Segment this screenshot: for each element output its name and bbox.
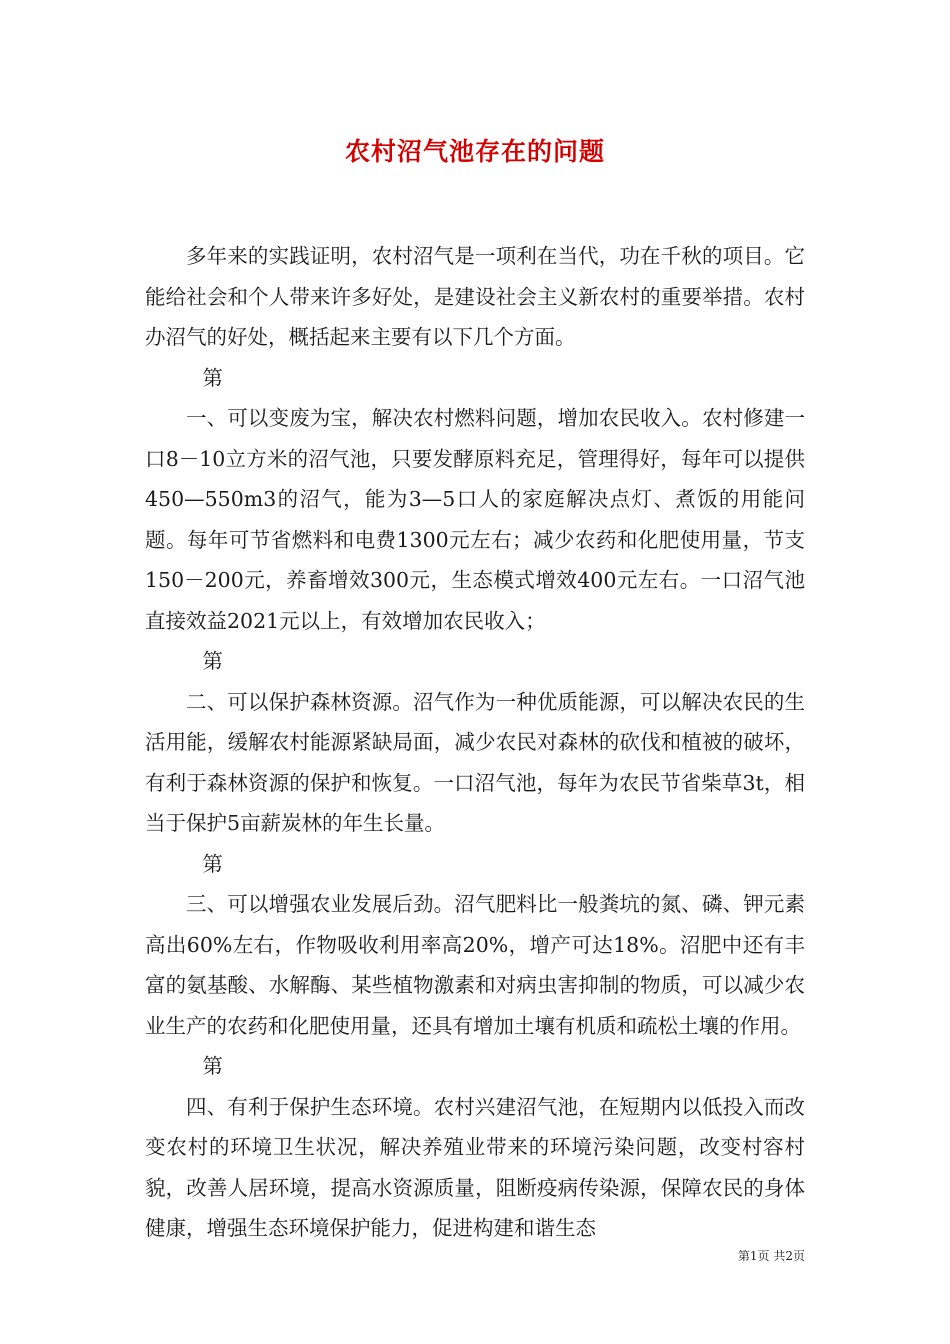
paragraph-section-2: 二、可以保护森林资源。沼气作为一种优质能源，可以解决农民的生活用能，缓解农村能源紧缺局面，减少农民对森林的砍伐和植被的破坏，有利于森林资源的保护和恢复。一口沼气池，每年为农民节省柴草3t，相当于保护5亩薪炭林的年生长量。	[145, 689, 805, 835]
section-marker: 第	[202, 851, 223, 876]
section-marker: 第	[202, 1054, 223, 1078]
paragraph-section-1: 一、可以变废为宝，解决农村燃料问题，增加农民收入。农村修建一口8－10立方米的沼气池，只要发酵原料充足，管理得好，每年可以提供450—550m3的沼气，能为3—5口人的家庭解决点灯、煮饭的用能问题。每年可节省燃料和电费1300元左右；减少农药和化肥使用量，节支150－200元，养畜增效300元，生态模式增效400元左右。一口沼气池直接效益2021元以上，有效增加农民收入；	[145, 406, 805, 633]
document-title: 农村沼气池存在的问题	[344, 137, 605, 166]
page-number: 第1页 共2页	[737, 1249, 805, 1263]
intro-paragraph: 多年来的实践证明，农村沼气是一项利在当代，功在千秋的项目。它能给社会和个人带来许多好处，是建设社会主义新农村的重要举措。农村办沼气的好处，概括起来主要有以下几个方面。	[145, 244, 805, 349]
paragraph-section-4: 四、有利于保护生态环境。农村兴建沼气池，在短期内以低投入而改变农村的环境卫生状况，解决养殖业带来的环境污染问题，改变村容村貌，改善人居环境，提高水资源质量，阻断疫病传染源，保障农民的身体健康，增强生态环境保护能力，促进构建和谐生态	[145, 1094, 805, 1240]
section-marker: 第	[202, 365, 223, 390]
document-body	[145, 236, 805, 1249]
paragraph-section-3: 三、可以增强农业发展后劲。沼气肥料比一般粪坑的氮、磷、钾元素高出60%左右，作物吸收利用率高20%，增产可达18%。沼肥中还有丰富的氨基酸、水解酶、某些植物激素和对病虫害抑制的物质，可以减少农业生产的农药和化肥使用量，还具有增加土壤有机质和疏松土壤的作用。	[145, 892, 805, 1038]
section-marker: 第	[202, 649, 223, 673]
